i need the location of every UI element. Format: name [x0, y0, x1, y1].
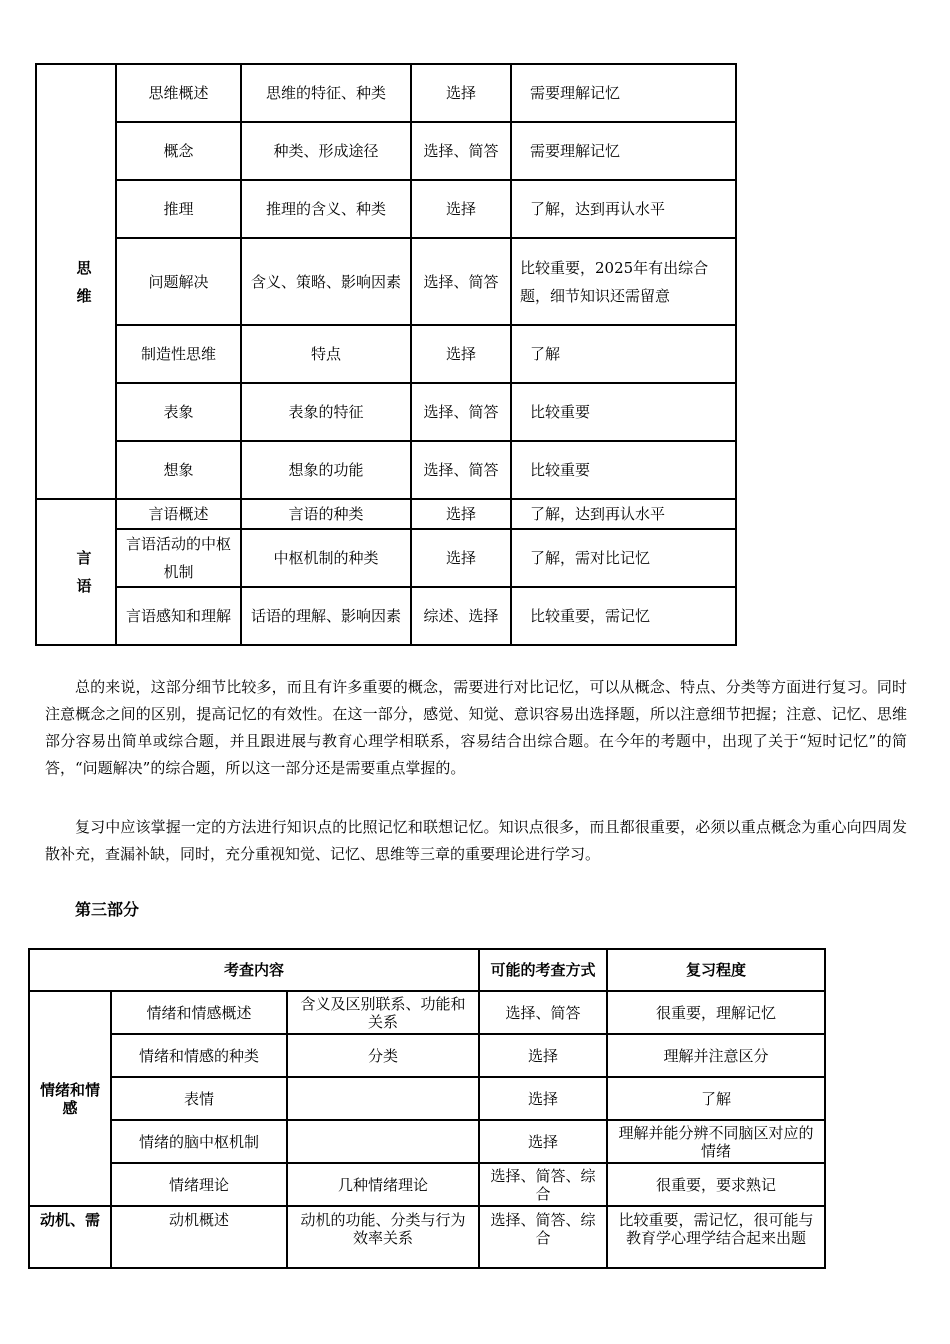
header-level: 复习程度 — [607, 949, 825, 991]
topic-cell: 问题解决 — [116, 238, 241, 325]
review-table-part3 — [28, 948, 826, 1269]
level-cell: 理解并能分辨不同脑区对应的情绪 — [607, 1120, 825, 1163]
topic-cell: 情绪的脑中枢机制 — [111, 1120, 287, 1163]
content-cell: 想象的功能 — [241, 441, 411, 499]
level-cell: 了解，需对比记忆 — [511, 529, 736, 587]
topic-cell: 言语感知和理解 — [116, 587, 241, 645]
content-cell: 含义及区别联系、功能和关系 — [287, 991, 479, 1034]
level-cell: 需要理解记忆 — [511, 122, 736, 180]
table-row — [36, 383, 736, 441]
table-row — [29, 1077, 825, 1120]
mode-cell: 选择 — [479, 1077, 607, 1120]
content-cell: 表象的特征 — [241, 383, 411, 441]
table-row — [36, 64, 736, 122]
level-cell: 比较重要，需记忆 — [511, 587, 736, 645]
topic-cell: 制造性思维 — [116, 325, 241, 383]
mode-cell: 选择、简答 — [411, 122, 511, 180]
level-cell: 需要理解记忆 — [511, 64, 736, 122]
mode-cell: 选择 — [411, 529, 511, 587]
mode-cell: 选择、简答 — [411, 383, 511, 441]
content-cell: 中枢机制的种类 — [241, 529, 411, 587]
level-cell: 比较重要 — [511, 441, 736, 499]
level-cell: 很重要，要求熟记 — [607, 1163, 825, 1206]
table-row — [36, 499, 736, 529]
mode-cell: 选择、简答 — [411, 238, 511, 325]
mode-cell: 选择、简答、综合 — [479, 1206, 607, 1268]
table-row — [29, 1206, 825, 1268]
content-cell: 含义、策略、影响因素 — [241, 238, 411, 325]
level-cell: 很重要，理解记忆 — [607, 991, 825, 1034]
content-cell: 几种情绪理论 — [287, 1163, 479, 1206]
mode-cell: 选择 — [411, 499, 511, 529]
mode-cell: 选择 — [479, 1034, 607, 1077]
mode-cell: 综述、选择 — [411, 587, 511, 645]
table-header-row — [29, 949, 825, 991]
group-label-emotion: 情绪和情感 — [29, 991, 111, 1206]
level-cell: 了解 — [607, 1077, 825, 1120]
topic-cell: 思维概述 — [116, 64, 241, 122]
table-row — [29, 1034, 825, 1077]
topic-cell: 推理 — [116, 180, 241, 238]
mode-cell: 选择、简答 — [411, 441, 511, 499]
topic-cell: 情绪和情感的种类 — [111, 1034, 287, 1077]
table-row — [36, 441, 736, 499]
level-cell: 了解，达到再认水平 — [511, 499, 736, 529]
topic-cell: 表情 — [111, 1077, 287, 1120]
topic-cell: 言语概述 — [116, 499, 241, 529]
content-cell: 言语的种类 — [241, 499, 411, 529]
table-row — [36, 180, 736, 238]
mode-cell: 选择 — [411, 180, 511, 238]
level-cell: 了解，达到再认水平 — [511, 180, 736, 238]
table-row — [36, 238, 736, 325]
table-row — [36, 529, 736, 587]
topic-cell: 言语活动的中枢机制 — [116, 529, 241, 587]
level-cell: 比较重要，需记忆，很可能与教育学心理学结合起来出题 — [607, 1206, 825, 1268]
mode-cell: 选择、简答 — [479, 991, 607, 1034]
content-cell — [287, 1120, 479, 1163]
content-cell: 种类、形成途径 — [241, 122, 411, 180]
level-cell: 比较重要 — [511, 383, 736, 441]
content-cell: 特点 — [241, 325, 411, 383]
topic-cell: 概念 — [116, 122, 241, 180]
mode-cell: 选择 — [411, 325, 511, 383]
content-cell: 推理的含义、种类 — [241, 180, 411, 238]
table-row — [36, 325, 736, 383]
content-cell — [287, 1077, 479, 1120]
topic-cell: 动机概述 — [111, 1206, 287, 1268]
table-row — [36, 122, 736, 180]
header-content: 考查内容 — [29, 949, 479, 991]
group-label-motivation: 动机、需 — [29, 1206, 111, 1268]
section-title: 第三部分 — [75, 900, 140, 919]
group-label-language: 言 语 — [36, 499, 116, 645]
topic-cell: 表象 — [116, 383, 241, 441]
mode-cell: 选择 — [411, 64, 511, 122]
level-cell: 比较重要，2025年有出综合题，细节知识还需留意 — [511, 238, 736, 325]
table-row — [29, 1163, 825, 1206]
table-row — [29, 1120, 825, 1163]
mode-cell: 选择 — [479, 1120, 607, 1163]
content-cell: 分类 — [287, 1034, 479, 1077]
summary-paragraph: 总的来说，这部分细节比较多，而且有许多重要的概念，需要进行对比记忆，可以从概念、特点、分类等方面进行复习。同时注意概念之间的区别，提高记忆的有效性。在这一部分，感觉、知觉、意识容易出选择题，所以注意细节把握；注意、记忆、思维部分容易出简单或综合题，并且跟进展与教育心理学相联系，容易结合出综合题。在今年的考题中，出现了关于“短时记忆”的简答，“问题解决”的综合题，所以这一部分还是需要重点掌握的。 — [45, 678, 907, 777]
content-cell: 动机的功能、分类与行为效率关系 — [287, 1206, 479, 1268]
review-table-part2 — [35, 63, 737, 646]
content-cell: 思维的特征、种类 — [241, 64, 411, 122]
table-row — [36, 587, 736, 645]
content-cell: 话语的理解、影响因素 — [241, 587, 411, 645]
header-mode: 可能的考查方式 — [479, 949, 607, 991]
level-cell: 了解 — [511, 325, 736, 383]
mode-cell: 选择、简答、综合 — [479, 1163, 607, 1206]
table-row — [29, 991, 825, 1034]
group-label-thinking: 思 维 — [36, 64, 116, 499]
topic-cell: 想象 — [116, 441, 241, 499]
method-paragraph: 复习中应该掌握一定的方法进行知识点的比照记忆和联想记忆。知识点很多，而且都很重要，必须以重点概念为重心向四周发散补充，查漏补缺，同时，充分重视知觉、记忆、思维等三章的重要理论进行学习。 — [45, 818, 907, 863]
level-cell: 理解并注意区分 — [607, 1034, 825, 1077]
topic-cell: 情绪和情感概述 — [111, 991, 287, 1034]
topic-cell: 情绪理论 — [111, 1163, 287, 1206]
